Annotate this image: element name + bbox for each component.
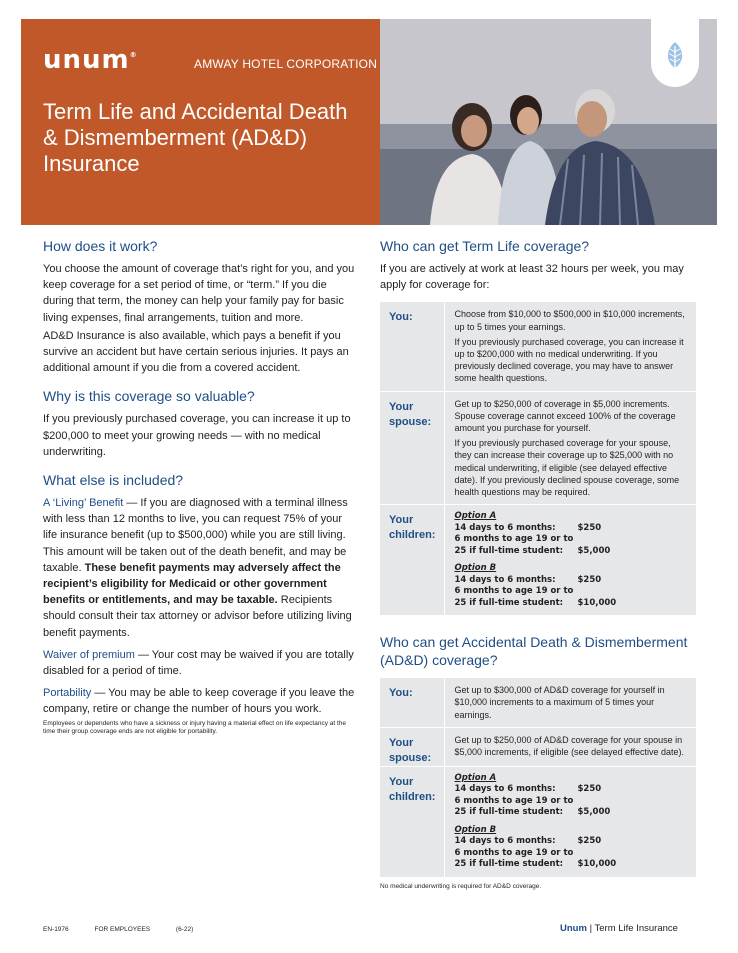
leaf-icon: [663, 41, 687, 73]
footer-product: Term Life Insurance: [594, 923, 678, 934]
term-spouse-text-1: Get up to $250,000 of coverage in $5,000 increments. Spouse coverage cannot exceed 100% of the coverage amount you purchase for yourself.: [454, 398, 676, 434]
add-option-a-amount-1: $250: [577, 784, 602, 795]
term-option-b: [455, 563, 689, 609]
term-children-value: [444, 505, 696, 616]
term-option-b-age-3: 25 if full-time student:: [454, 597, 564, 608]
add-option-a-amount-3: $5,000: [577, 807, 611, 818]
footer-brand-name: Unum: [560, 923, 587, 934]
term-option-a-row-3: [455, 546, 689, 558]
add-children-label-line-2: children:: [389, 790, 436, 803]
how-heading: How does it work?: [43, 238, 158, 254]
leaf-badge: [651, 19, 699, 87]
term-you-label: You:: [380, 302, 444, 391]
add-heading: Who can get Accidental Death & Dismemberment (AD&D) coverage?: [380, 634, 688, 669]
term-option-b-row-3: [455, 598, 689, 610]
add-option-b-age-1: 14 days to 6 months:: [454, 836, 556, 847]
term-spouse-label: [380, 391, 444, 505]
waiver-lead: Waiver of premium: [43, 648, 135, 661]
add-you-text: Get up to $300,000 of AD&D coverage for yourself in $10,000 increments to a maximum of 5 times your earnings.: [454, 685, 665, 720]
term-spouse-label-line-2: spouse:: [389, 415, 432, 428]
living-benefit-paragraph: [43, 495, 359, 641]
audience-label: FOR EMPLOYEES: [94, 926, 151, 933]
table-row: [380, 302, 696, 391]
how-paragraph-2: AD&D Insurance is also available, which pays a benefit if you survive an accident but have certain serious injuries. It pays an additional amount if you die from a covered accident.: [43, 329, 349, 375]
term-option-b-row-1: [455, 575, 689, 587]
add-option-b-row-3: [455, 859, 689, 871]
portability-lead: Portability: [43, 687, 92, 700]
term-coverage-table: [380, 301, 696, 615]
term-option-a: [455, 511, 689, 557]
add-option-a-row-3: [455, 807, 689, 819]
add-children-label: [380, 766, 444, 877]
add-spouse-label-line-1: Your: [389, 736, 414, 749]
how-paragraph-1: You choose the amount of coverage that’s right for you, and you keep coverage for a set period of time, or “term.” If you die during that term, the money can help your family pay for basic living expenses, final arrangements, tuition and more.: [43, 263, 355, 324]
add-option-b-name: Option B: [454, 824, 497, 835]
add-spouse-text: Get up to $250,000 of AD&D coverage for your spouse in $5,000 increments, if eligible (see delayed effective date).: [454, 734, 684, 758]
living-benefit-lead: A ‘Living’ Benefit: [43, 497, 124, 510]
table-row: [380, 727, 696, 766]
term-option-b-amount-3: $10,000: [577, 597, 617, 608]
term-heading: Who can get Term Life coverage?: [380, 238, 590, 254]
portability-fine-print: Employees or dependents who have a sickness or injury having a material effect on life expectancy at the time their group coverage ends are not eligible for portability.: [43, 719, 347, 736]
add-option-b-age-3: 25 if full-time student:: [454, 859, 564, 870]
left-column: [43, 236, 359, 737]
term-option-a-age-1: 14 days to 6 months:: [454, 522, 556, 533]
term-option-b-age-2: 6 months to age 19 or to: [454, 586, 574, 597]
term-option-b-name: Option B: [454, 563, 497, 574]
add-children-value: [444, 766, 696, 877]
page-title: Term Life and Accidental Death & Dismemberment (AD&D) Insurance: [43, 99, 348, 176]
term-option-b-age-1: 14 days to 6 months:: [454, 574, 556, 585]
header-banner: [21, 19, 717, 225]
header-orange-panel: [21, 19, 380, 225]
add-you-value: [444, 678, 696, 728]
portability-paragraph: [43, 685, 359, 717]
add-option-a-row-2: [455, 796, 689, 808]
unum-logo: unum®: [43, 45, 138, 75]
why-paragraph: If you previously purchased coverage, you can increase it up to $200,000 to meet your growing needs — with no medical underwriting.: [43, 413, 351, 458]
table-row: [380, 766, 696, 877]
term-option-a-name: Option A: [454, 511, 497, 522]
table-row: [380, 391, 696, 505]
term-option-b-amount-1: $250: [577, 574, 602, 585]
portability-text: — You may be able to keep coverage if you leave the company, retire or change the number of hours you work.: [43, 687, 355, 716]
add-underwriting-note: No medical underwriting is required for AD&D coverage.: [380, 882, 542, 890]
term-children-label-line-1: Your: [389, 514, 414, 527]
form-code: EN-1976: [43, 926, 69, 933]
term-you-text-1: Choose from $10,000 to $500,000 in $10,000 increments, up to 5 times your earnings.: [454, 309, 685, 332]
add-option-a-age-1: 14 days to 6 months:: [454, 784, 556, 795]
term-spouse-text-2: If you previously purchased coverage for your spouse, they can increase their coverage up to $25,000 with no medical underwriting, if eligible (see delayed effective date). If you previously declined spouse coverage, some health questions may be required.: [454, 438, 680, 498]
term-you-value: [444, 302, 696, 391]
add-option-b-row-2: [455, 848, 689, 860]
add-option-a-name: Option A: [454, 772, 497, 783]
else-heading: What else is included?: [43, 472, 184, 489]
add-option-a-row-1: [455, 784, 689, 796]
term-spouse-value: [444, 391, 696, 505]
add-option-b-row-1: [455, 836, 689, 848]
add-spouse-value: [444, 727, 696, 766]
add-option-b-amount-1: $250: [577, 836, 602, 847]
add-option-b-age-2: 6 months to age 19 or to: [454, 847, 574, 858]
footer-codes: [43, 926, 217, 933]
term-option-a-amount-1: $250: [577, 522, 602, 533]
term-children-label-line-2: children:: [389, 529, 436, 542]
term-option-b-row-2: [455, 586, 689, 598]
footer-separator: |: [589, 923, 593, 934]
footer-brand: [560, 923, 678, 934]
revision-date: (6-22): [175, 926, 194, 933]
term-you-text-2: If you previously purchased coverage, you can increase it up to $200,000 with no medical underwriting. If you previously declined coverage, you may have to answer some health questions.: [454, 336, 684, 384]
term-spouse-label-line-1: Your: [389, 400, 414, 413]
add-you-label: You:: [380, 678, 444, 728]
add-option-a-age-2: 6 months to age 19 or to: [454, 795, 574, 806]
term-intro: If you are actively at work at least 32 hours per week, you may apply for coverage for:: [380, 263, 684, 292]
add-option-a-age-3: 25 if full-time student:: [454, 807, 564, 818]
term-option-a-row-1: [455, 523, 689, 535]
term-option-a-age-3: 25 if full-time student:: [454, 545, 564, 556]
add-option-a: [455, 773, 689, 819]
waiver-text: — Your cost may be waived if you are totally disabled for a period of time.: [43, 648, 354, 678]
add-spouse-label-line-2: spouse:: [389, 751, 432, 764]
add-children-label-line-1: Your: [389, 775, 414, 788]
add-option-b: [455, 825, 689, 871]
waiver-paragraph: [43, 647, 359, 679]
company-name: AMWAY HOTEL CORPORATION: [194, 57, 378, 71]
living-benefit-tail: Recipients should consult their tax attorney or advisor before utilizing living benefit payments.: [43, 594, 352, 639]
add-option-b-amount-3: $10,000: [577, 859, 617, 870]
family-photo: [380, 19, 717, 225]
why-heading: Why is this coverage so valuable?: [43, 388, 255, 405]
table-row: [380, 505, 696, 616]
term-option-a-age-2: 6 months to age 19 or to: [454, 534, 574, 545]
add-spouse-label: [380, 727, 444, 766]
living-benefit-warning: These benefit payments may adversely affect the recipient’s eligibility for Medicaid or other government benefits or entitlements, and may be taxable.: [43, 561, 341, 607]
living-benefit-text: — If you are diagnosed with a terminal illness with less than 12 months to live, you can request 75% of your life insurance benefit (up to $500,000) while you are still living. This amount will be taken out of the death benefit, and may be taxable.: [43, 497, 348, 574]
term-children-label: [380, 505, 444, 616]
term-option-a-amount-3: $5,000: [577, 545, 611, 556]
add-coverage-table: [380, 677, 696, 877]
right-column: [380, 236, 696, 890]
term-option-a-row-2: [455, 534, 689, 546]
table-row: [380, 678, 696, 728]
